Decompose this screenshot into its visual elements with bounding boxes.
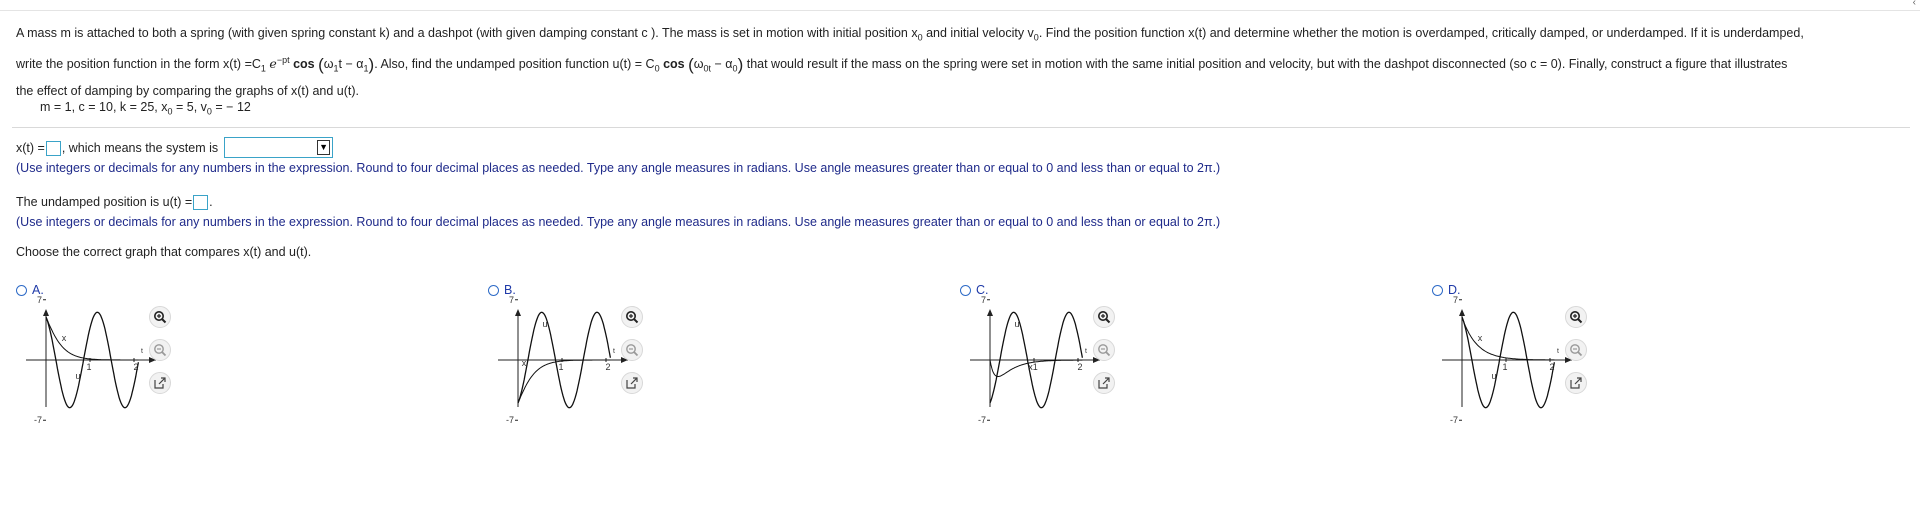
graph-label: 1 — [1502, 362, 1508, 372]
zoom-in-icon — [153, 310, 167, 324]
option-b[interactable] — [488, 283, 788, 426]
popout-button[interactable] — [1093, 372, 1115, 394]
option-label[interactable]: B. — [488, 283, 516, 297]
graph-label: 2 — [1549, 362, 1555, 372]
zoom-in-icon — [1569, 310, 1583, 324]
option-label[interactable]: C. — [960, 283, 989, 297]
problem-line-2: write the position function in the form $x(t) =C_1$ $e^{-pt}$ $\cos (\omega_1t - \alpha_1)$. Also, find the undamped position function $u(t) = C_0$ $\cos (\omega_{0t} - \alpha_0)$ that would result if the mass on the spring were set in motion with the same initial position and velocity, but with the dashpot disconnected (so c = 0). Finally, construct a figure that illustrates — [16, 55, 1788, 75]
zoom-out-button[interactable] — [1093, 339, 1115, 361]
u-answer-box[interactable] — [193, 195, 208, 210]
graph-label: 1 — [558, 362, 564, 372]
corner-mark: ‹ — [1912, 0, 1916, 8]
curve-x — [46, 317, 138, 360]
graph-label: -7 — [505, 415, 514, 426]
curve-x — [1462, 317, 1554, 360]
popout-icon — [153, 376, 167, 390]
radio-button[interactable] — [960, 285, 971, 296]
question-3-prompt: Choose the correct graph that compares x(t) and u(t). — [16, 245, 312, 259]
zoom-out-icon — [625, 343, 639, 357]
option-label[interactable]: D. — [1432, 283, 1461, 297]
problem-line-1: A mass m is attached to both a spring (with given spring constant k) and a dashpot (with given damping constant c ). The mass is set in motion with initial position $x_0$ and initial velocity $v_0$. Find the position function x(t) and determine whether the motion is overdamped, critically damped, or underdamped. If it is underdamped, — [16, 26, 1804, 43]
graph-label: u — [542, 319, 548, 329]
graph-label: -7 — [977, 415, 986, 426]
zoom-in-button[interactable] — [1093, 306, 1115, 328]
option-a[interactable] — [16, 283, 316, 426]
graph-label: u — [1491, 371, 1497, 381]
graph-axes — [970, 311, 1100, 407]
zoom-out-icon — [1097, 343, 1111, 357]
radio-button[interactable] — [488, 285, 499, 296]
axis-arrowheads — [1459, 309, 1572, 363]
problem-line-3: the effect of damping by comparing the graphs of x(t) and u(t). — [16, 84, 360, 99]
zoom-out-icon — [153, 343, 167, 357]
popout-icon — [1569, 376, 1583, 390]
graph-label: 2 — [1077, 362, 1083, 372]
graph-label: u — [1014, 319, 1020, 329]
zoom-out-button[interactable] — [149, 339, 171, 361]
radio-button[interactable] — [16, 285, 27, 296]
popout-button[interactable] — [621, 372, 643, 394]
graph-label: x1 — [1028, 362, 1038, 372]
question-1-hint: (Use integers or decimals for any numbers in the expression. Round to four decimal places as needed. Type any angle measures in radians. Use angle measures greater than or equal to 0 and less than or equal to 2π.) — [16, 161, 1221, 175]
popout-button[interactable] — [149, 372, 171, 394]
dropdown-arrow-icon[interactable]: ▼ — [317, 140, 330, 155]
graph-label: 7 — [36, 294, 42, 305]
graph-label: x — [521, 358, 527, 368]
graph-label: x — [1477, 333, 1483, 343]
curve-x — [518, 360, 610, 403]
graph-label: t — [613, 348, 615, 355]
damping-type-dropdown[interactable] — [224, 137, 333, 158]
given-parameters: m = 1, c = 10, k = 25, $x_0 = 5$, $v_0$ = − 12 — [40, 100, 251, 117]
option-d[interactable] — [1432, 283, 1732, 426]
comparison-graph — [488, 294, 628, 426]
zoom-in-button[interactable] — [149, 306, 171, 328]
graph-label: 7 — [1452, 294, 1458, 305]
graph-label: t — [141, 348, 143, 355]
graph-label: 1 — [86, 362, 92, 372]
problem-statement — [16, 22, 1906, 103]
zoom-in-button[interactable] — [621, 306, 643, 328]
graph-label: 2 — [133, 362, 139, 372]
question-2-hint: (Use integers or decimals for any numbers in the expression. Round to four decimal places as needed. Type any angle measures in radians. Use angle measures greater than or equal to 0 and less than or equal to 2π.) — [16, 215, 1221, 229]
option-c[interactable] — [960, 283, 1260, 426]
radio-button[interactable] — [1432, 285, 1443, 296]
comparison-graph — [960, 294, 1100, 426]
graph-label: t — [1557, 348, 1559, 355]
axis-arrowheads — [43, 309, 156, 363]
graph-label: x — [61, 333, 67, 343]
graph-axes — [498, 311, 628, 407]
comparison-graph — [1432, 294, 1572, 426]
zoom-out-icon — [1569, 343, 1583, 357]
popout-icon — [625, 376, 639, 390]
zoom-in-icon — [625, 310, 639, 324]
graph-label: 2 — [605, 362, 611, 372]
zoom-in-button[interactable] — [1565, 306, 1587, 328]
zoom-in-icon — [1097, 310, 1111, 324]
graph-label: 7 — [980, 294, 986, 305]
comparison-graph — [16, 294, 156, 426]
option-label[interactable]: A. — [16, 283, 44, 297]
zoom-out-button[interactable] — [1565, 339, 1587, 361]
graph-label: 7 — [508, 294, 514, 305]
graph-label: -7 — [33, 415, 42, 426]
graph-label: u — [75, 371, 81, 381]
top-divider — [0, 10, 1920, 11]
question-1: x(t) = , which means the system is ▼ — [16, 137, 333, 158]
x-answer-box[interactable] — [46, 141, 61, 156]
graph-label: t — [1085, 348, 1087, 355]
question-2: The undamped position is u(t) = . — [16, 195, 213, 209]
graph-label: -7 — [1449, 415, 1458, 426]
popout-button[interactable] — [1565, 372, 1587, 394]
section-divider — [12, 127, 1910, 128]
zoom-out-button[interactable] — [621, 339, 643, 361]
popout-icon — [1097, 376, 1111, 390]
